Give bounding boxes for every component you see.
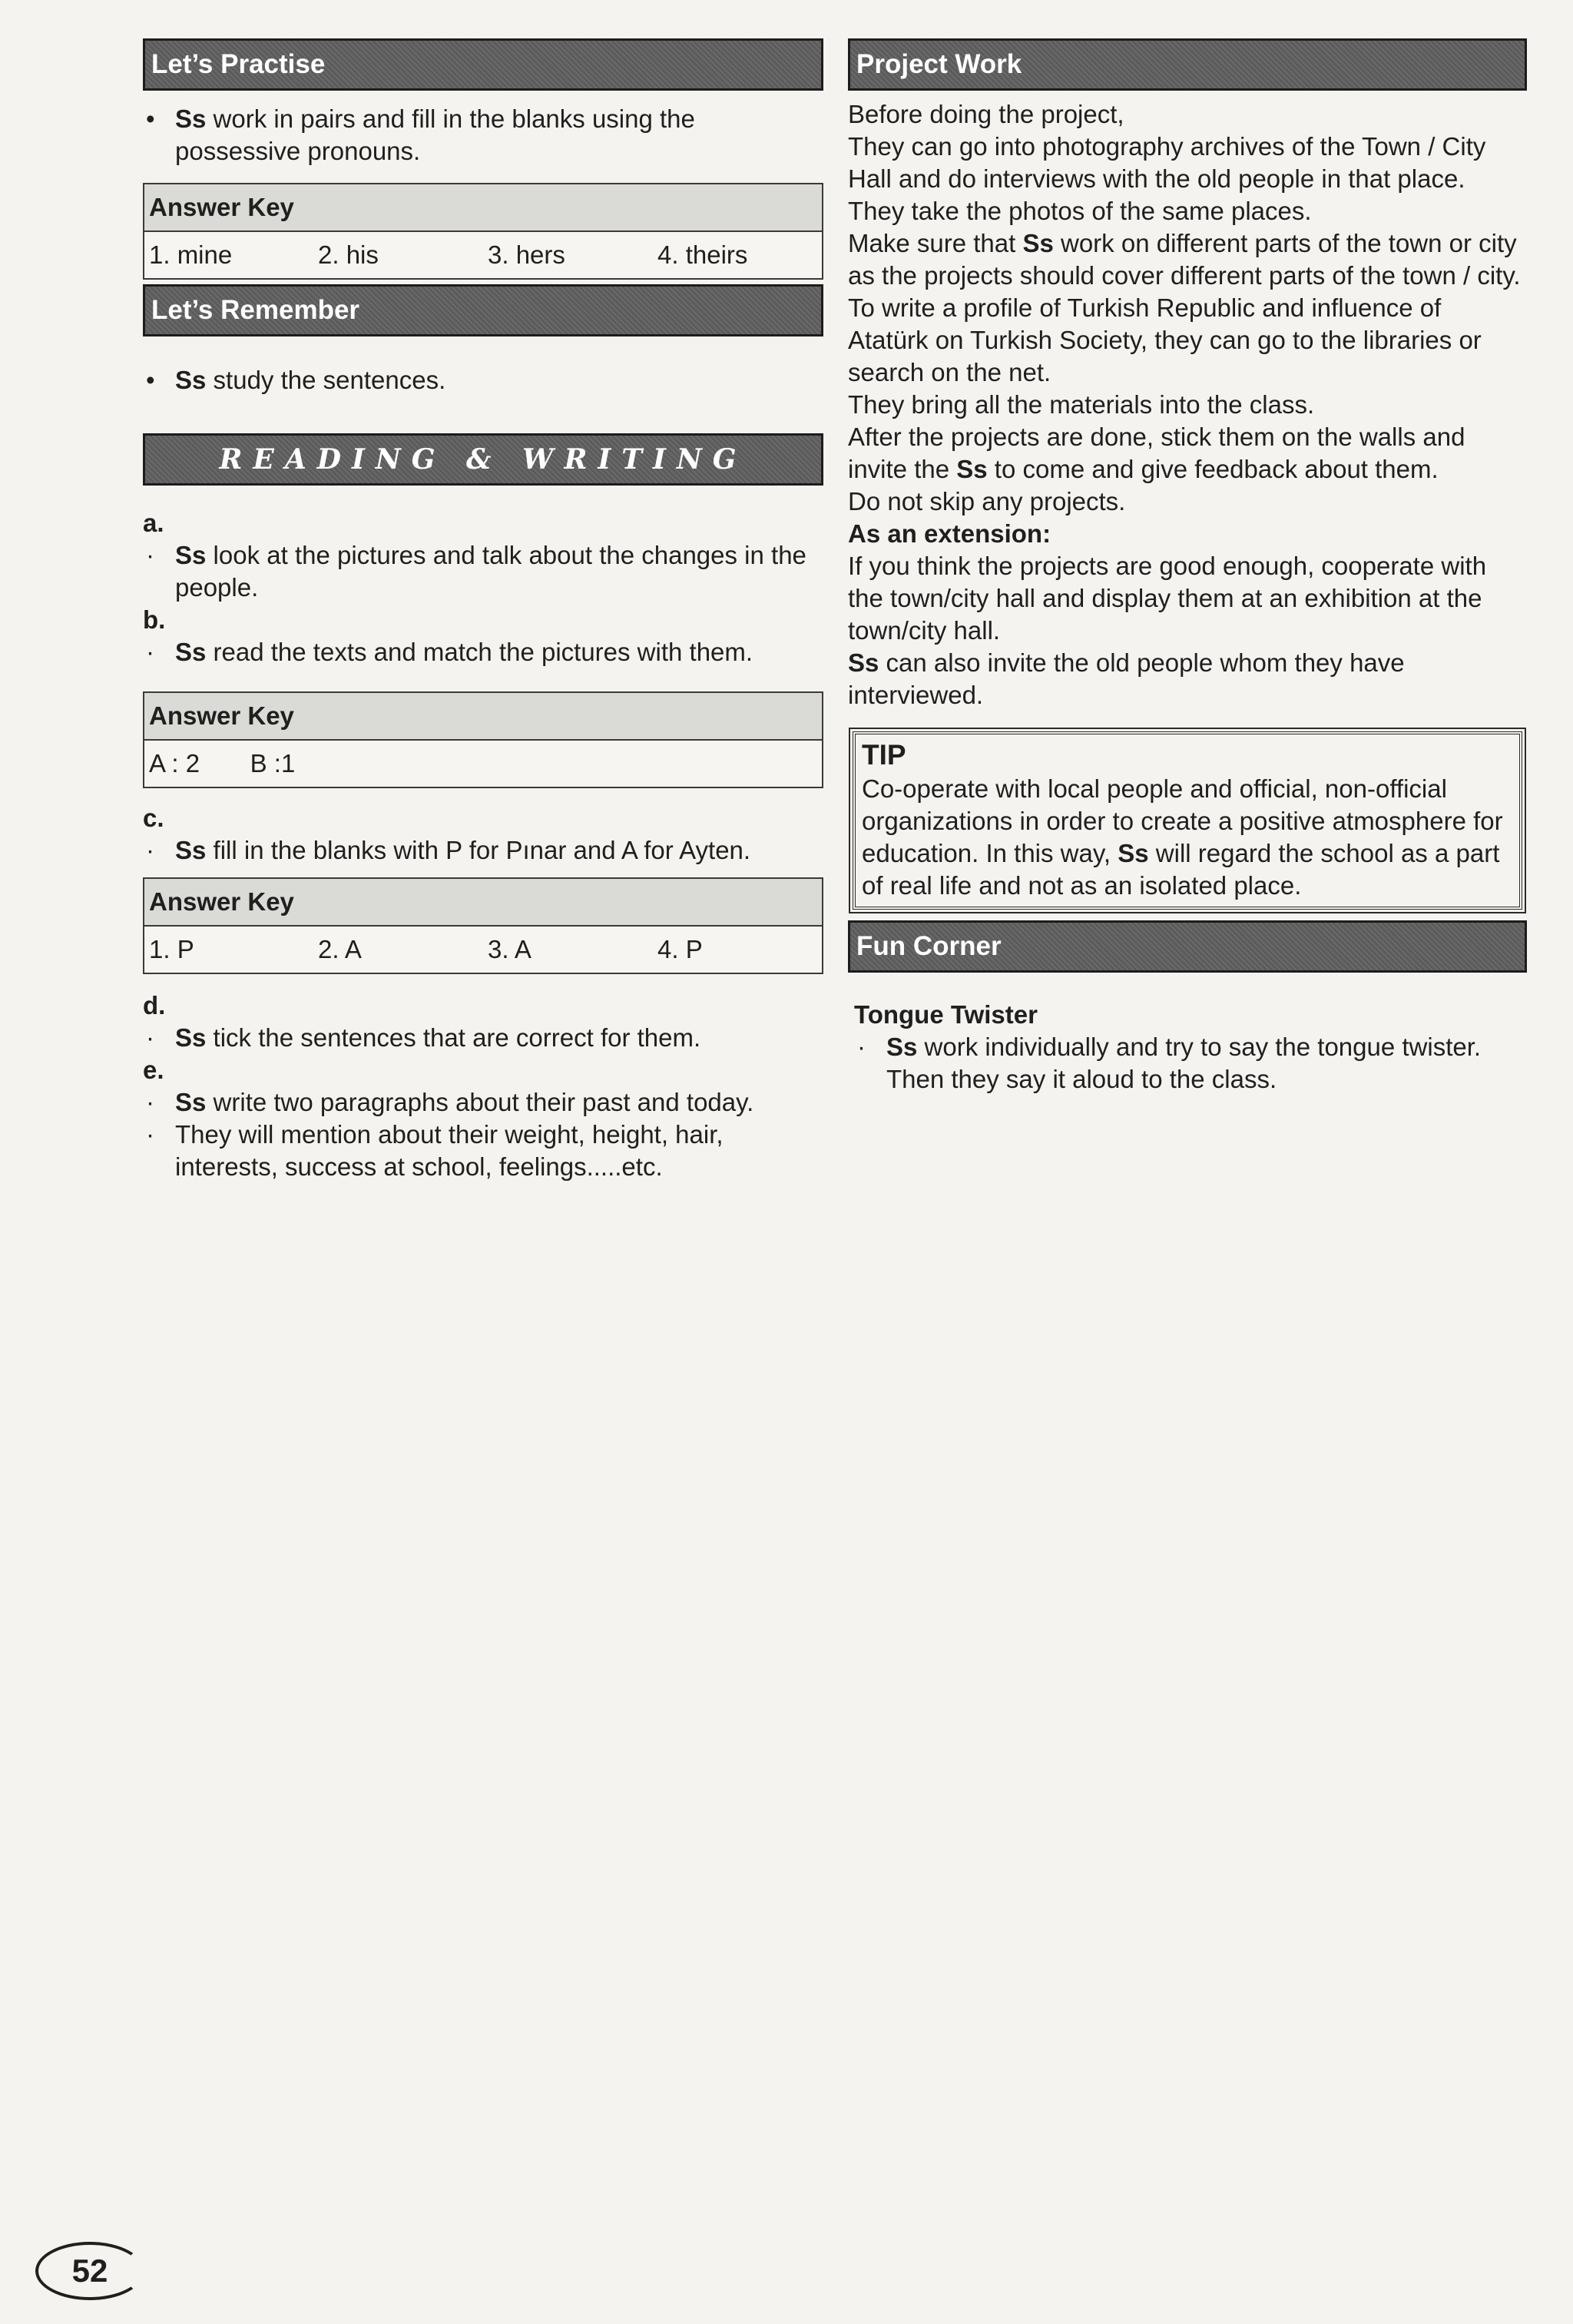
instruction-text: study the sentences. — [206, 366, 446, 394]
instruction-text: read the texts and match the pictures with them. — [206, 638, 753, 666]
ss-label: Ss — [175, 836, 207, 864]
bullet-icon: · — [146, 638, 154, 666]
item-a-text — [143, 539, 823, 604]
page-number: 52 — [35, 2242, 144, 2300]
instruction-text: tick the sentences that are correct for them. — [206, 1023, 701, 1052]
project-paragraph — [848, 227, 1527, 389]
item-label-d: d. — [143, 991, 166, 1019]
answer-cell: 2. his — [313, 231, 483, 279]
extension-label: As an extension: — [848, 519, 1051, 548]
answer-cell: A : 2 — [144, 740, 246, 787]
ss-label: Ss — [175, 638, 207, 666]
bullet-icon: • — [146, 104, 155, 133]
item-d-text — [143, 1022, 823, 1054]
ss-label: Ss — [1118, 839, 1149, 867]
answer-cell: 3. A — [483, 926, 653, 973]
table-row — [144, 231, 823, 279]
text-run: can also invite the old people whom they have interviewed. — [848, 648, 1405, 709]
ss-label: Ss — [175, 1023, 207, 1052]
section-header-reading-writing: READING & WRITING — [143, 433, 823, 486]
answer-key-title: Answer Key — [144, 878, 823, 926]
project-paragraph: If you think the projects are good enough, cooperate with the town/city hall and display them at an exhibition at the town/city hall. — [848, 552, 1487, 645]
ss-label: Ss — [1022, 229, 1054, 257]
remember-instruction — [143, 364, 823, 396]
project-paragraph: Before doing the project, — [848, 100, 1124, 128]
answer-cell: 4. P — [653, 926, 823, 973]
answer-key-practise — [143, 183, 823, 280]
item-b-text — [143, 636, 823, 668]
text-run: After the projects are done, stick them on the walls and invite the — [848, 423, 1465, 483]
ss-label: Ss — [848, 648, 879, 677]
right-column — [848, 38, 1527, 1096]
tip-title: TIP — [862, 739, 906, 771]
answer-cell: 4. theirs — [653, 231, 823, 279]
section-header-lets-practise: Let’s Practise — [143, 38, 823, 91]
instruction-text: write two paragraphs about their past and today. — [206, 1088, 754, 1116]
answer-cell: 1. P — [144, 926, 313, 973]
project-paragraph — [848, 647, 1527, 711]
project-paragraph: They can go into photography archives of the Town / City Hall and do interviews with the old people in that place. — [848, 132, 1486, 193]
project-paragraph: They bring all the materials into the class. — [848, 390, 1315, 419]
text-run: will regard the school as a part of real life and not as an isolated place. — [862, 839, 1500, 900]
tongue-twister-title: Tongue Twister — [854, 1000, 1038, 1029]
bullet-icon: · — [146, 1088, 154, 1116]
bullet-icon: · — [146, 1023, 154, 1052]
section-header-fun-corner: Fun Corner — [848, 920, 1527, 973]
instruction-text: work individually and try to say the tongue twister. Then they say it aloud to the class. — [886, 1033, 1482, 1093]
bullet-icon: · — [857, 1033, 866, 1061]
instruction-text: They will mention about their weight, height, hair, interests, success at school, feelings.....etc. — [175, 1120, 724, 1181]
text-run: Co-operate with local people and official, non-official organizations in order to create a positive atmosphere for education. In this way, — [862, 774, 1503, 867]
project-paragraph: Do not skip any projects. — [848, 487, 1126, 516]
instruction-text: look at the pictures and talk about the changes in the people. — [175, 541, 806, 602]
fun-instruction — [854, 1031, 1527, 1096]
tip-text — [862, 773, 1515, 902]
instruction-text: work in pairs and fill in the blanks using the possessive pronouns. — [175, 104, 695, 165]
item-c-text — [143, 834, 823, 867]
item-e-text-2 — [143, 1119, 823, 1183]
answer-key-reading-c — [143, 877, 823, 974]
instruction-text: fill in the blanks with P for Pınar and A for Ayten. — [206, 836, 751, 864]
answer-cell: 3. hers — [483, 231, 653, 279]
text-run: to come and give feedback about them. — [987, 455, 1439, 483]
tip-box — [853, 731, 1522, 910]
project-paragraph — [848, 421, 1527, 486]
answer-key-title: Answer Key — [144, 184, 823, 231]
text-run: Make sure that — [848, 229, 1023, 257]
text-run: work on different parts of the town or city as the projects should cover different parts of the town / city. To write a profile of Turkish Republic and influence of Atatürk on Turkish Society, they can go to the libraries or search on the net. — [848, 229, 1521, 386]
bullet-icon: · — [146, 836, 154, 864]
section-header-project-work: Project Work — [848, 38, 1527, 91]
item-label-e: e. — [143, 1056, 164, 1084]
answer-cell: B :1 — [246, 740, 348, 787]
answer-cell: 2. A — [313, 926, 483, 973]
ss-label: Ss — [956, 455, 988, 483]
ss-label: Ss — [175, 541, 207, 569]
section-header-lets-remember: Let’s Remember — [143, 284, 823, 336]
ss-label: Ss — [175, 104, 207, 133]
bullet-icon: · — [146, 541, 154, 569]
item-label-a: a. — [143, 509, 164, 537]
answer-key-reading-b — [143, 691, 823, 788]
ss-label: Ss — [886, 1033, 918, 1061]
ss-label: Ss — [175, 1088, 207, 1116]
item-e-text — [143, 1086, 823, 1119]
item-label-c: c. — [143, 804, 164, 832]
table-row — [144, 926, 823, 973]
bullet-icon: • — [146, 366, 155, 394]
empty-cell — [347, 740, 823, 787]
project-paragraph: They take the photos of the same places. — [848, 197, 1312, 225]
answer-cell: 1. mine — [144, 231, 313, 279]
bullet-icon: · — [146, 1120, 154, 1149]
table-row — [144, 740, 823, 787]
practise-instruction — [143, 103, 823, 167]
ss-label: Ss — [175, 366, 207, 394]
left-column — [143, 38, 823, 1183]
item-label-b: b. — [143, 605, 166, 634]
answer-key-title: Answer Key — [144, 692, 823, 740]
project-body — [848, 98, 1527, 711]
